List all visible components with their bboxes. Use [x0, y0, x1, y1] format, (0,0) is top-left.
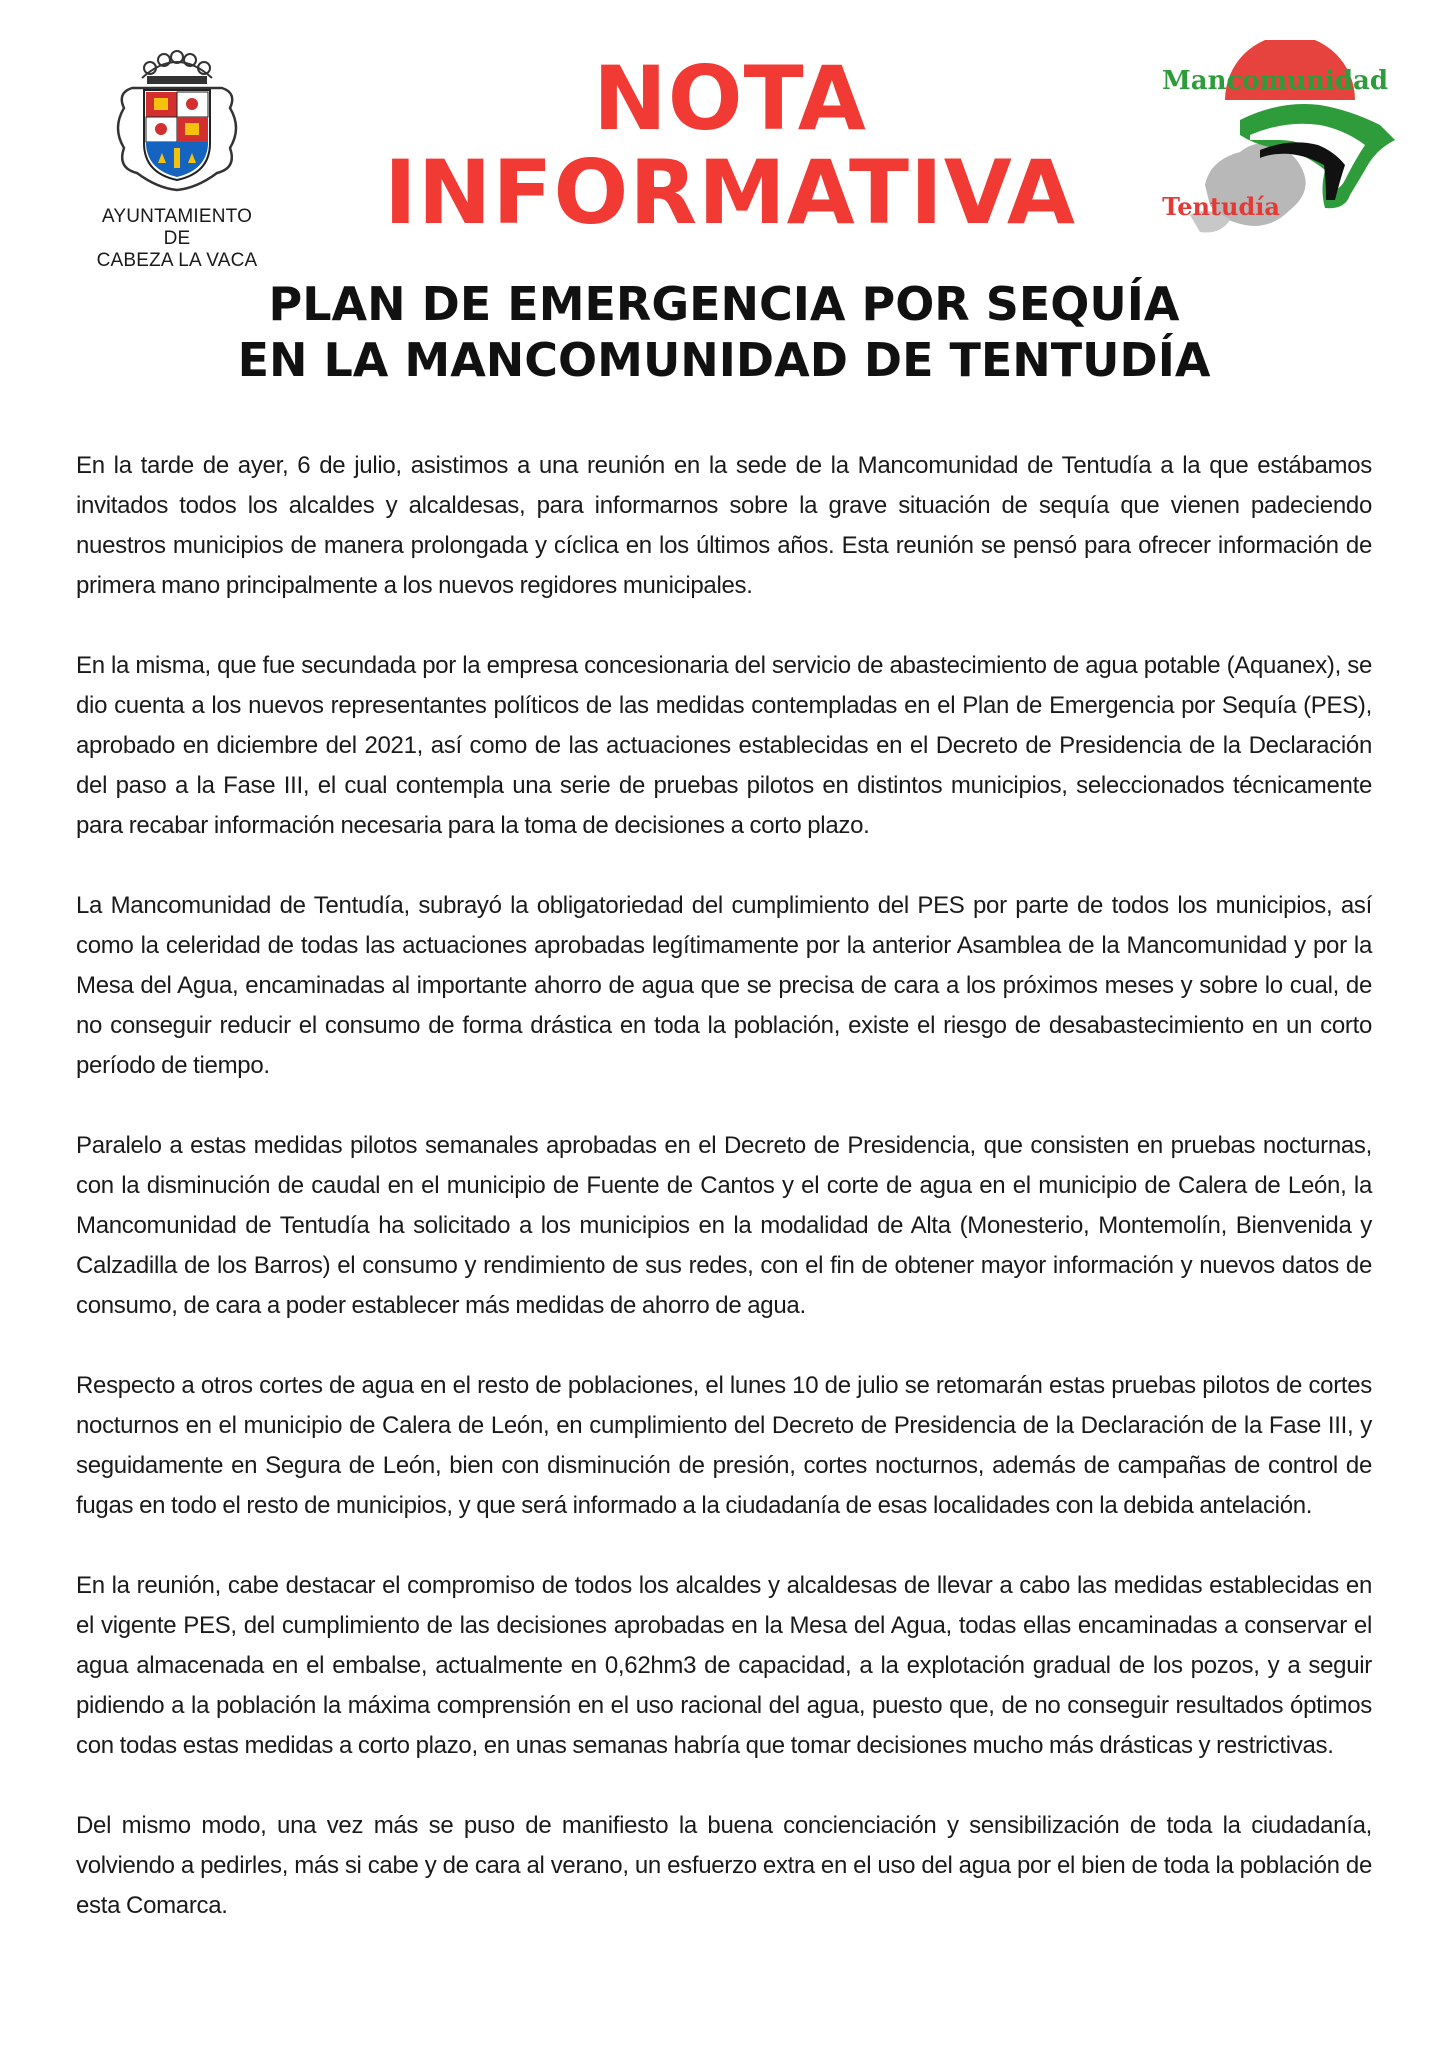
- plan-title-line-2: EN LA MANCOMUNIDAD DE TENTUDÍA: [237, 333, 1211, 387]
- paragraph-4: Paralelo a estas medidas pilotos semanales aprobadas en el Decreto de Presidencia, que consisten en pruebas nocturnas, con la disminución de caudal en el municipio de Fuente de Cantos y el corte de agua en el municipio de Calera de León, la Mancomunidad de Tentudía ha solicitado a los municipios en la modalidad de Alta (Monesterio, Montemolín, Bienvenida y Calzadilla de los Barros) el consumo y rendimiento de sus redes, con el fin de obtener mayor información y nuevos datos de consumo, de cara a poder establecer más medidas de ahorro de agua.: [76, 1132, 1372, 1319]
- town-crest: [92, 48, 262, 271]
- paragraph-1: En la tarde de ayer, 6 de julio, asistimos a una reunión en la sede de la Mancomunidad de Tentudía a la que estábamos invitados todos los alcaldes y alcaldesas, para informarnos sobre la grave situación de sequía que vienen padeciendo nuestros municipios de manera prolongada y cíclica en los últimos años. Esta reunión se pensó para ofrecer información de primera mano principalmente a los nuevos regidores municipales.: [76, 452, 1372, 599]
- crest-caption-line1: AYUNTAMIENTO DE: [101, 206, 253, 249]
- nota-informativa-title: [330, 47, 1130, 244]
- plan-title: [100, 276, 1348, 388]
- title-line-1: NOTA: [593, 47, 867, 150]
- logo-tentudia-text: Tentudía: [1162, 192, 1280, 221]
- body-content: [76, 446, 1372, 1966]
- paragraph-7: Del mismo modo, una vez más se puso de manifiesto la buena concienciación y sensibilización de toda la ciudadanía, volviendo a pedirles, más si cabe y de cara al verano, un esfuerzo extra en el uso del agua por el bien de toda la población de esta Comarca.: [76, 1812, 1372, 1919]
- mancomunidad-logo: [1150, 40, 1400, 260]
- crest-caption-line2: CABEZA LA VACA: [96, 250, 258, 271]
- document-header: [0, 0, 1448, 271]
- coat-of-arms-icon: [102, 48, 252, 198]
- plan-title-line-1: PLAN DE EMERGENCIA POR SEQUÍA: [268, 277, 1180, 331]
- paragraph-2: En la misma, que fue secundada por la empresa concesionaria del servicio de abastecimiento de agua potable (Aquanex), se dio cuenta a los nuevos representantes políticos de las medidas contempladas en el Plan de Emergencia por Sequía (PES), aprobado en diciembre del 2021, así como de las actuaciones establecidas en el Decreto de Presidencia de la Declaración del paso a la Fase III, el cual contempla una serie de pruebas pilotos en distintos municipios, seleccionados técnicamente para recabar información necesaria para la toma de decisiones a corto plazo.: [76, 652, 1372, 839]
- paragraph-6: En la reunión, cabe destacar el compromiso de todos los alcaldes y alcaldesas de llevar a cabo las medidas establecidas en el vigente PES, del cumplimiento de las decisiones aprobadas en la Mesa del Agua, todas ellas encaminadas a conservar el agua almacenada en el embalse, actualmente en 0,62hm3 de capacidad, a la explotación gradual de los pozos, y a seguir pidiendo a la población la máxima comprensión en el uso racional del agua, puesto que, de no conseguir resultados óptimos con todas estas medidas a corto plazo, en unas semanas habría que tomar decisiones mucho más drásticas y restrictivas.: [76, 1572, 1372, 1759]
- paragraph-5: Respecto a otros cortes de agua en el resto de poblaciones, el lunes 10 de julio se retomarán estas pruebas pilotos de cortes nocturnos en el municipio de Calera de León, en cumplimiento del Decreto de Presidencia de la Declaración de la Fase III, y seguidamente en Segura de León, bien con disminución de presión, cortes nocturnos, además de campañas de control de fugas en todo el resto de municipios, y que será informado a la ciudadanía de esas localidades con la debida antelación.: [76, 1372, 1372, 1519]
- title-line-2: INFORMATIVA: [384, 141, 1076, 244]
- paragraph-3: La Mancomunidad de Tentudía, subrayó la obligatoriedad del cumplimiento del PES por parte de todos los municipios, así como la celeridad de todas las actuaciones aprobadas legítimamente por la anterior Asamblea de la Mancomunidad y por la Mesa del Agua, encaminadas al importante ahorro de agua que se precisa de cara a los próximos meses y sobre lo cual, de no conseguir reducir el consumo de forma drástica en toda la población, existe el riesgo de desabastecimiento en un corto período de tiempo.: [76, 892, 1372, 1079]
- logo-mancomunidad-text: Mancomunidad: [1161, 66, 1389, 96]
